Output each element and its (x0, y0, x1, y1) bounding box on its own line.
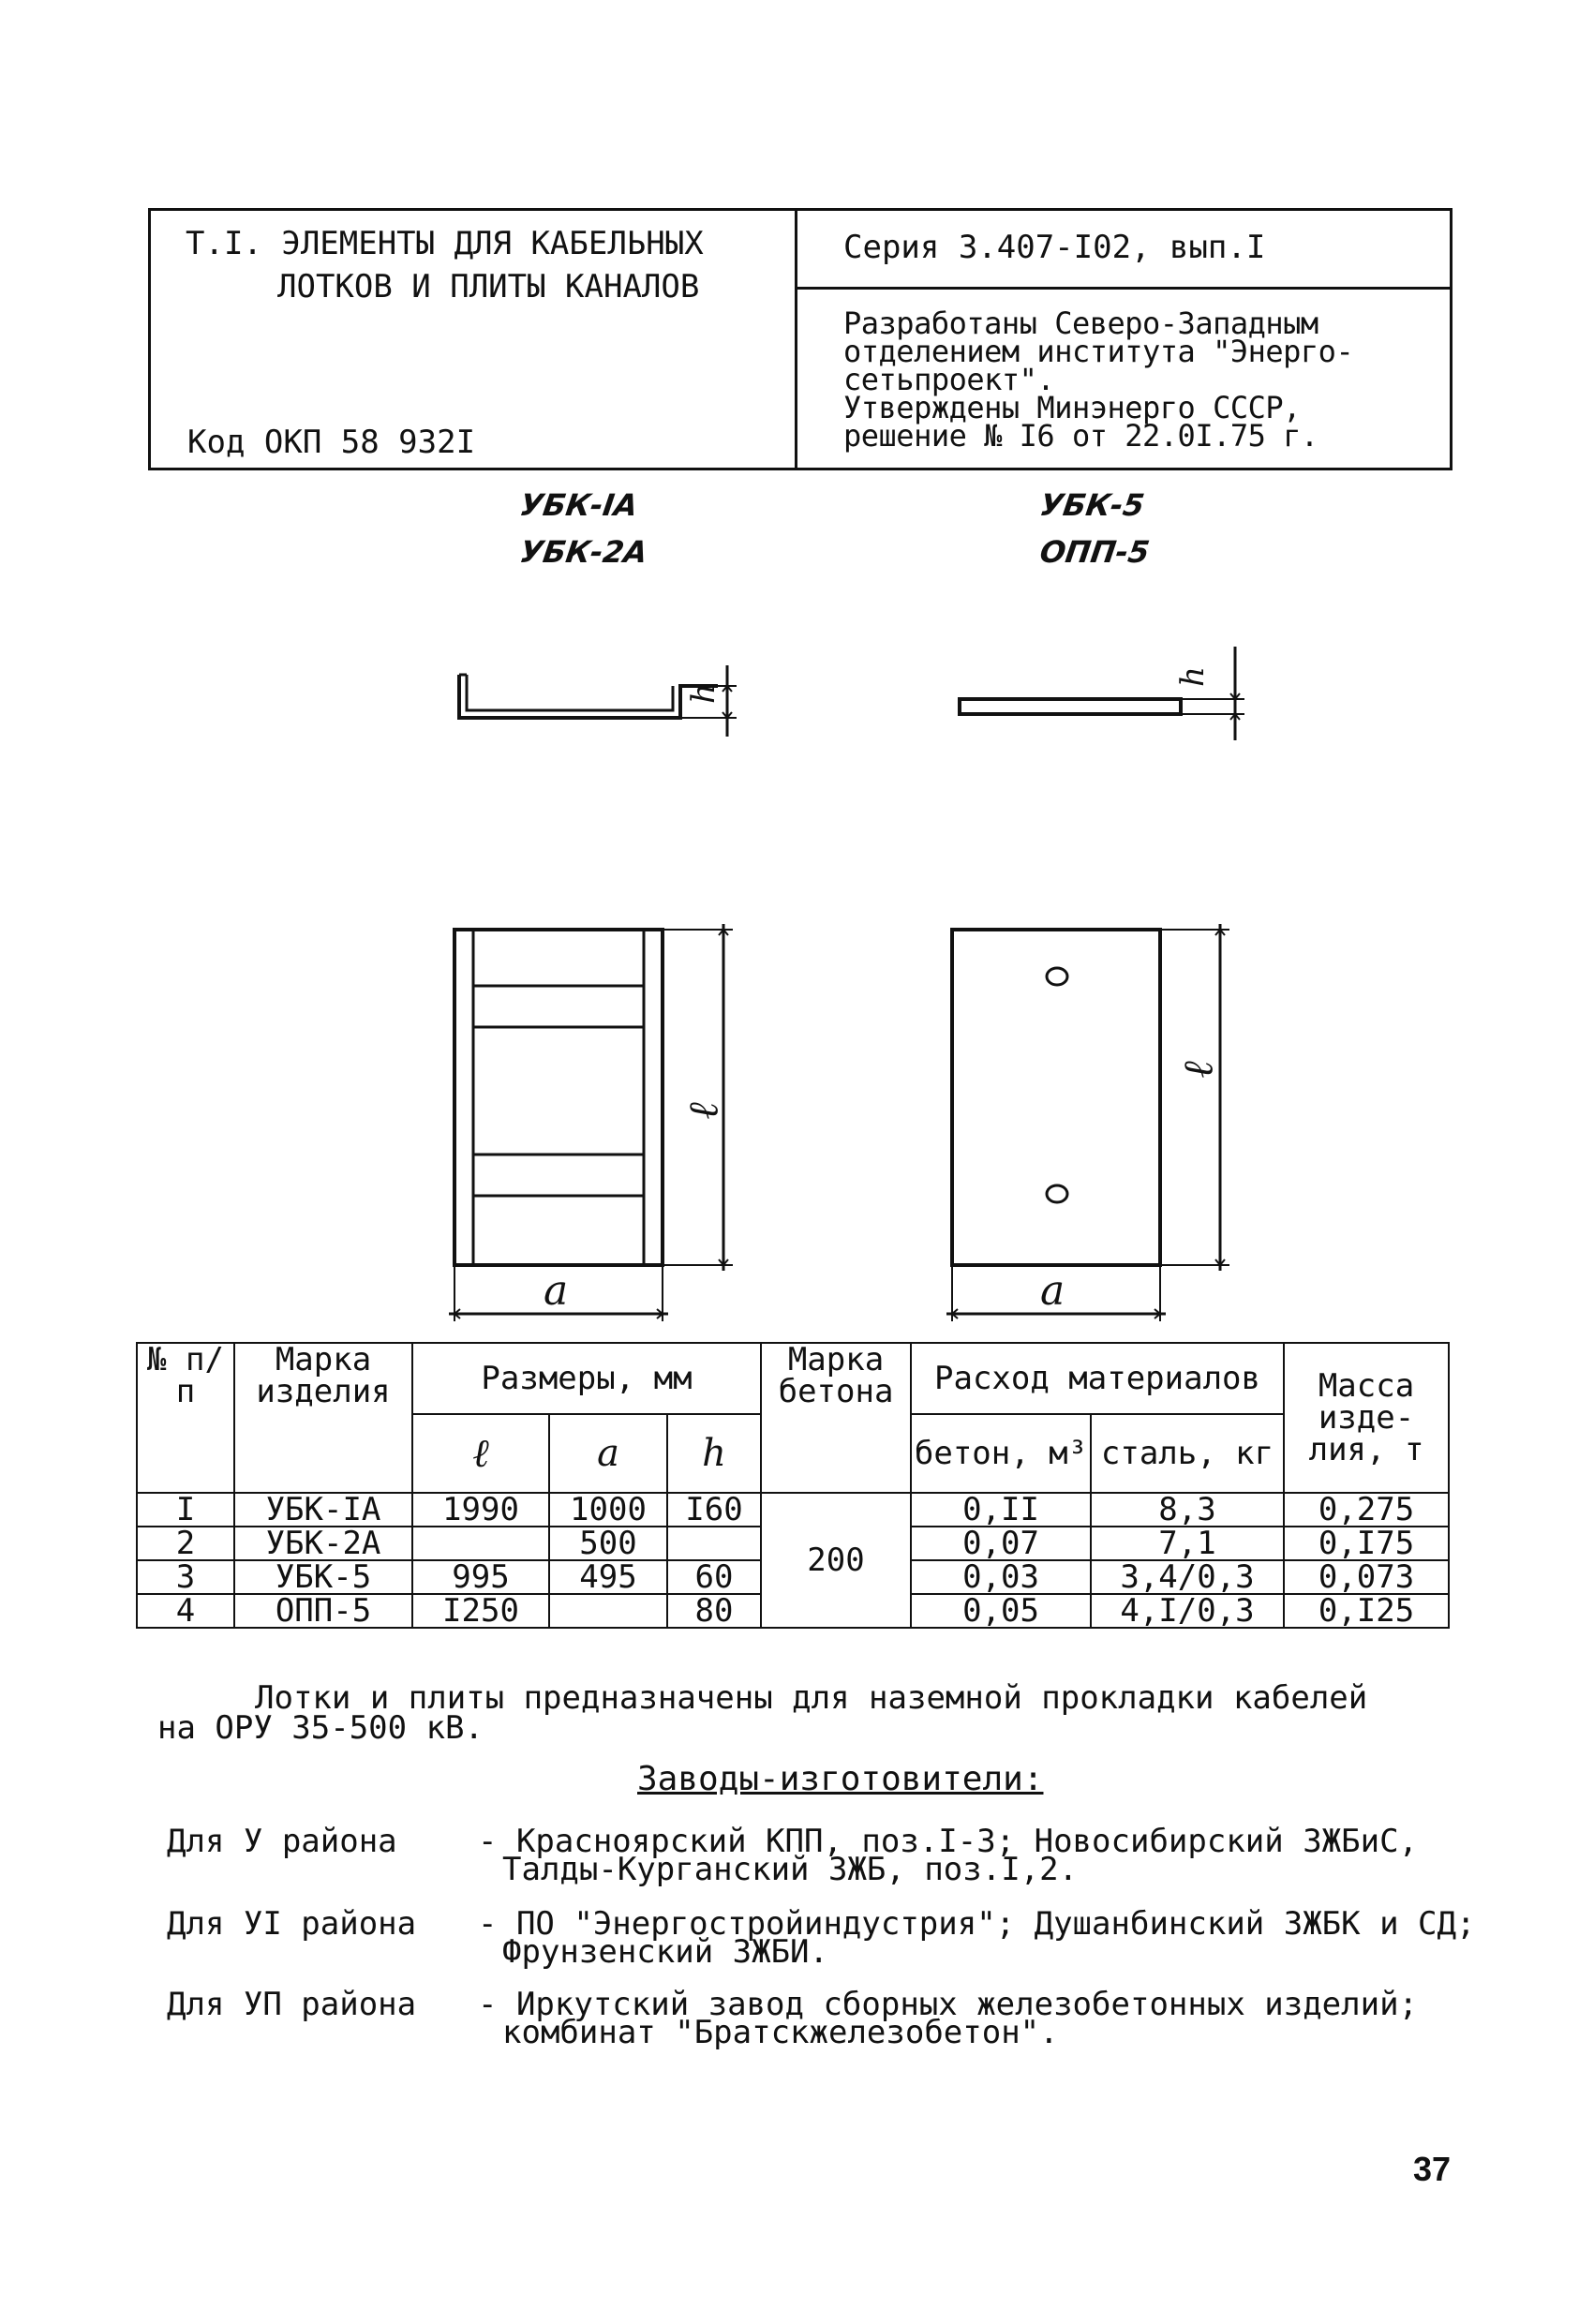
developed-line: сетьпроект". (843, 362, 1055, 397)
col-header-concrete-grade: Марка бетона (761, 1343, 911, 1493)
col-header-steel: сталь, кг (1091, 1414, 1284, 1493)
plant-region: Для УП района (167, 1986, 417, 2023)
note-line2: на ОРУ 35-500 кВ. (157, 1709, 484, 1747)
cell-h: 60 (667, 1560, 761, 1594)
cell-concrete: 0,05 (911, 1594, 1091, 1628)
cell-concrete: 0,II (911, 1493, 1091, 1527)
dim-a-label-right: a (1040, 1267, 1065, 1315)
plants-title: Заводы-изготовители: (637, 1760, 1044, 1798)
cell-steel: 8,3 (1091, 1493, 1284, 1527)
table-row (137, 1493, 1449, 1527)
cell-num: I (137, 1493, 234, 1527)
cell-h: I60 (667, 1493, 761, 1527)
plant-text-line2: Талды-Курганский ЗЖБ, поз.I,2. (502, 1851, 1079, 1888)
developed-line: отделением института "Энерго- (843, 334, 1354, 369)
cell-h (667, 1527, 761, 1560)
series-label: Серия 3.407-I02, вып.I (843, 229, 1266, 266)
dim-l-label-left: ℓ (679, 1102, 728, 1120)
developed-line: Утверждены Минэнерго СССР, (843, 390, 1301, 425)
title-block-divider (795, 208, 797, 470)
cell-concrete-grade: 200 (761, 1493, 911, 1628)
cell-num: 3 (137, 1560, 234, 1594)
cell-num: 4 (137, 1594, 234, 1628)
cell-a (549, 1594, 667, 1628)
note-line1: Лотки и плиты предназначены для наземной прокладки кабелей (255, 1679, 1368, 1717)
cell-concrete: 0,07 (911, 1527, 1091, 1560)
plant-region: Для У района (167, 1823, 397, 1860)
doc-title-line1: Т.I. ЭЛЕМЕНТЫ ДЛЯ КАБЕЛЬНЫХ (186, 225, 704, 262)
mark-label-ubk-2a: УБК-2А (517, 534, 650, 570)
cell-steel: 3,4/0,3 (1091, 1560, 1284, 1594)
plant-text-line1: - ПО "Энергостройиндустрия"; Душанбинский ЗЖБК и СД; (478, 1905, 1476, 1943)
dim-h-label-left: h (684, 683, 723, 704)
cell-steel: 4,I/0,3 (1091, 1594, 1284, 1628)
cell-mark: УБК-2А (234, 1527, 412, 1560)
specification-table (136, 1342, 1450, 1629)
cell-concrete: 0,03 (911, 1560, 1091, 1594)
cell-l: 995 (412, 1560, 549, 1594)
cell-a: 1000 (549, 1493, 667, 1527)
col-header-sizes: Размеры, мм (412, 1343, 761, 1414)
developed-by (843, 305, 1354, 454)
okp-code: Код ОКП 58 932I (187, 424, 476, 461)
plant-region: Для УI района (167, 1905, 417, 1943)
cell-mark: УБК-IА (234, 1493, 412, 1527)
plant-text-line1: - Иркутский завод сборных железобетонных изделий; (478, 1986, 1419, 2023)
dim-h-label-right: h (1173, 666, 1212, 687)
mark-label-ubk-5: УБК-5 (1037, 487, 1147, 523)
col-header-materials: Расход материалов (911, 1343, 1284, 1414)
plate-plan-drawing (937, 909, 1246, 1331)
cell-l (412, 1527, 549, 1560)
cell-h: 80 (667, 1594, 761, 1628)
col-header-a: a (549, 1414, 667, 1493)
cell-num: 2 (137, 1527, 234, 1560)
cell-l: I250 (412, 1594, 549, 1628)
cell-a: 495 (549, 1560, 667, 1594)
cell-mass: 0,I25 (1284, 1594, 1449, 1628)
dim-a-label-left: a (544, 1267, 569, 1315)
cell-mark: УБК-5 (234, 1560, 412, 1594)
cell-l: 1990 (412, 1493, 549, 1527)
plant-text-line1: - Красноярский КПП, поз.I-3; Новосибирский ЗЖБиС, (478, 1823, 1419, 1860)
col-header-concrete: бетон, м³ (911, 1414, 1091, 1493)
tray-plan-drawing (440, 909, 750, 1331)
cell-mass: 0,275 (1284, 1493, 1449, 1527)
mark-label-opp-5: ОПП-5 (1037, 534, 1152, 570)
developed-line: решение № I6 от 22.0I.75 г. (843, 418, 1318, 454)
dim-l-label-right: ℓ (1174, 1061, 1223, 1079)
title-block-hline (795, 287, 1452, 290)
col-header-mass: Масса изде-лия, т (1284, 1343, 1449, 1493)
cell-a: 500 (549, 1527, 667, 1560)
plant-text-line2: Фрунзенский ЗЖБИ. (502, 1933, 828, 1971)
col-header-l: ℓ (412, 1414, 549, 1493)
cell-mass: 0,I75 (1284, 1527, 1449, 1560)
col-header-h: h (667, 1414, 761, 1493)
plant-text-line2: комбинат "Братскжелезобетон". (502, 2014, 1059, 2051)
col-header-num: № п/п (137, 1343, 234, 1493)
cell-steel: 7,1 (1091, 1527, 1284, 1560)
plate-section-drawing (946, 647, 1256, 750)
mark-label-ubk-1a: УБК-IА (517, 487, 640, 523)
page-number: 37 (1413, 2150, 1452, 2188)
cell-mass: 0,073 (1284, 1560, 1449, 1594)
cell-mark: ОПП-5 (234, 1594, 412, 1628)
doc-title-line2: ЛОТКОВ И ПЛИТЫ КАНАЛОВ (277, 268, 700, 305)
col-header-mark: Марка изделия (234, 1343, 412, 1493)
developed-line: Разработаны Северо-Западным (843, 305, 1318, 341)
